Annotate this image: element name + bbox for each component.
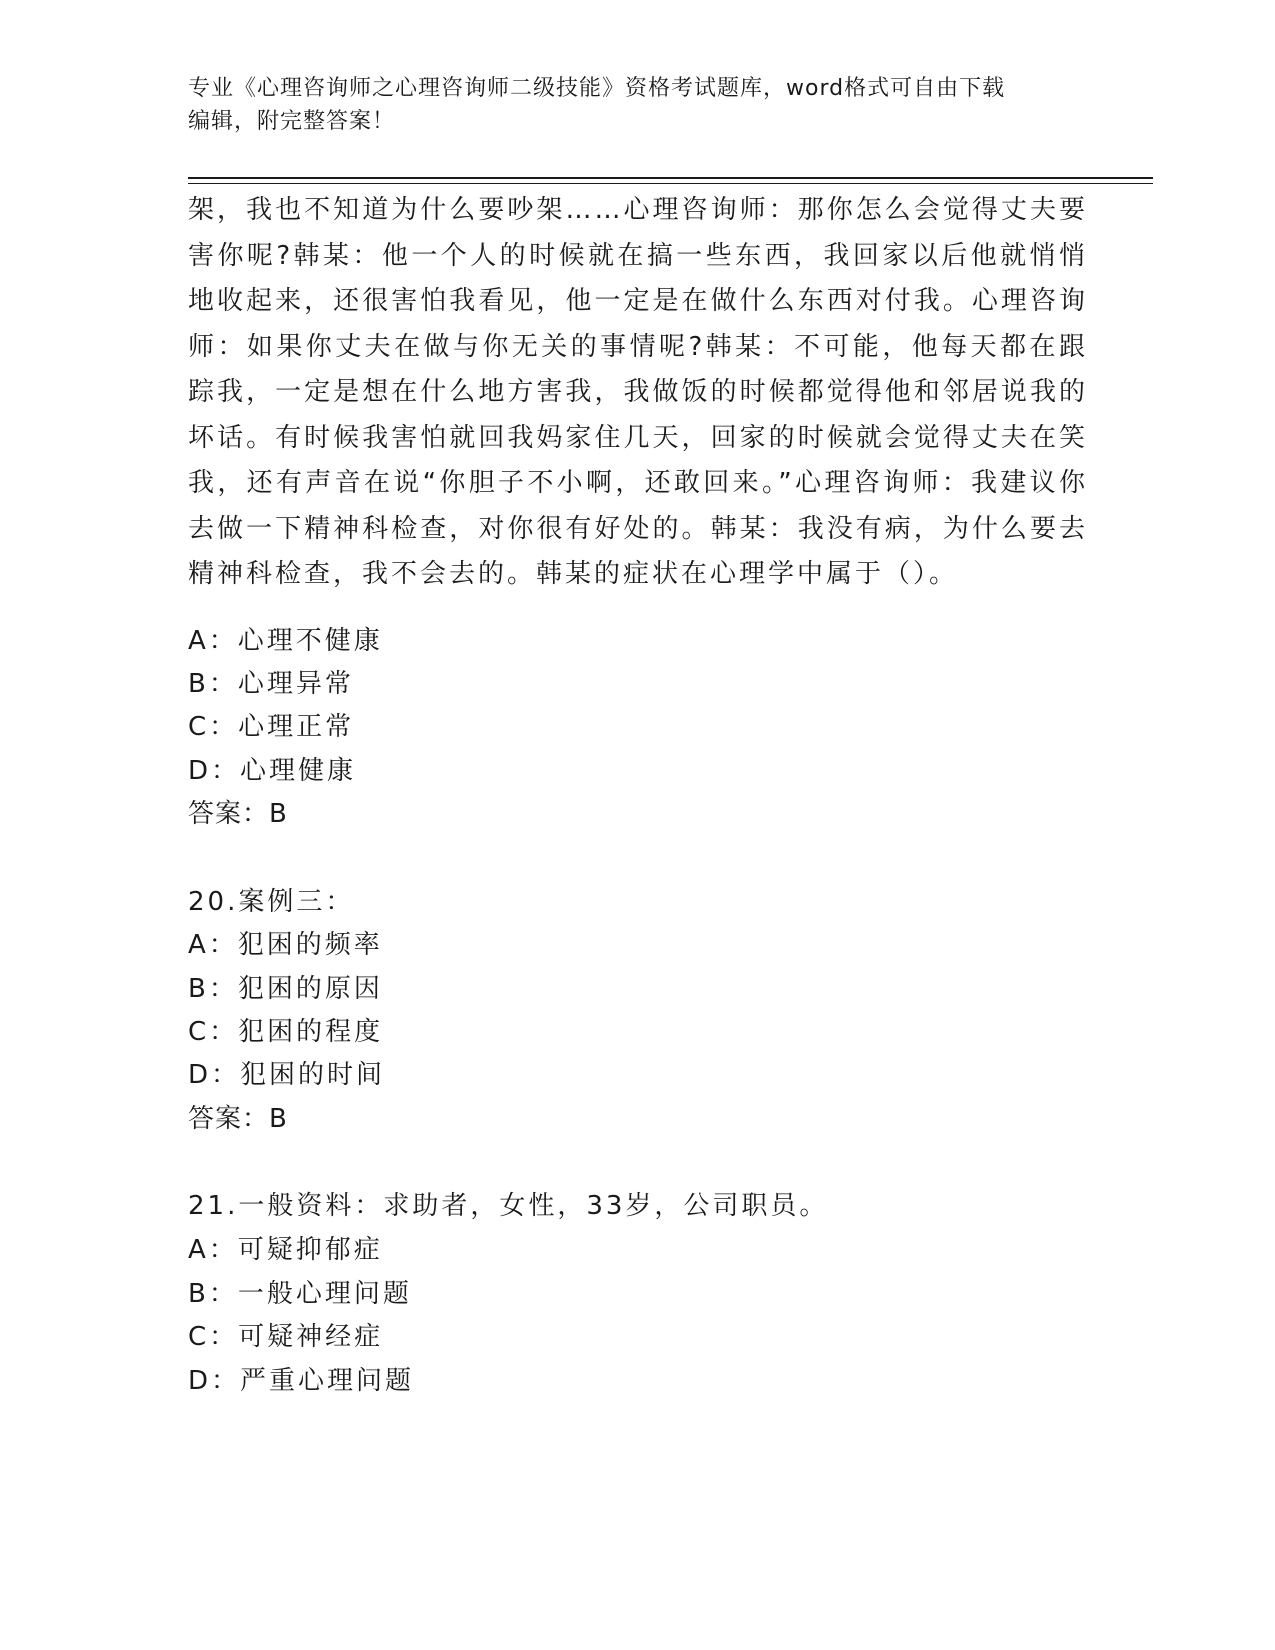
header-line-1: 专业《心理咨询师之心理咨询师二级技能》资格考试题库，word格式可自由下载 <box>188 76 1006 101</box>
q19-stem: 架，我也不知道为什么要吵架……心理咨询师：那你怎么会觉得丈夫要害你呢?韩某：他一个人的时候就在搞一些东西，我回家以后他就悄悄地收起来，还很害怕我看见，他一定是在做什么东西对付我。心理咨询师：如果你丈夫在做与你无关的事情呢?韩某：不可能，他每天都在跟踪我，一定是想在什么地方害我，我做饭的时候都觉得他和邻居说我的坏话。有时候我害怕就回我妈家住几天，回家的时候就会觉得丈夫在笑我，还有声音在说“你胆子不小啊，还敢回来。”心理咨询师：我建议你去做一下精神科检查，对你很有好处的。韩某：我没有病，为什么要去精神科检查，我不会去的。韩某的症状在心理学中属于（）。 <box>188 195 1088 589</box>
q20-option-b: B：犯困的原因 <box>188 974 383 1004</box>
q21-stem: 21.一般资料：求助者，女性，33岁，公司职员。 <box>188 1191 829 1221</box>
q19-option-d: D：心理健康 <box>188 756 357 786</box>
q21-option-c: C：可疑神经症 <box>188 1322 384 1352</box>
header-divider-thick <box>188 177 1153 179</box>
q21-option-a: A：可疑抑郁症 <box>188 1235 383 1265</box>
q20-option-d: D：犯困的时间 <box>188 1060 386 1090</box>
q19-option-c: C：心理正常 <box>188 712 355 742</box>
page-header <box>188 72 1088 138</box>
q19-option-a: A：心理不健康 <box>188 626 383 656</box>
header-divider-thin <box>188 183 1153 184</box>
q20-answer: 答案：B <box>188 1104 288 1134</box>
q21-option-b: B：一般心理问题 <box>188 1279 412 1309</box>
q19-answer: 答案：B <box>188 799 288 829</box>
q21-option-d: D：严重心理问题 <box>188 1366 415 1396</box>
header-line-2: 编辑，附完整答案！ <box>188 109 396 134</box>
q19-option-b: B：心理异常 <box>188 669 354 699</box>
q20-stem: 20.案例三： <box>188 887 355 917</box>
q20-option-a: A：犯困的频率 <box>188 930 383 960</box>
q20-option-c: C：犯困的程度 <box>188 1017 384 1047</box>
